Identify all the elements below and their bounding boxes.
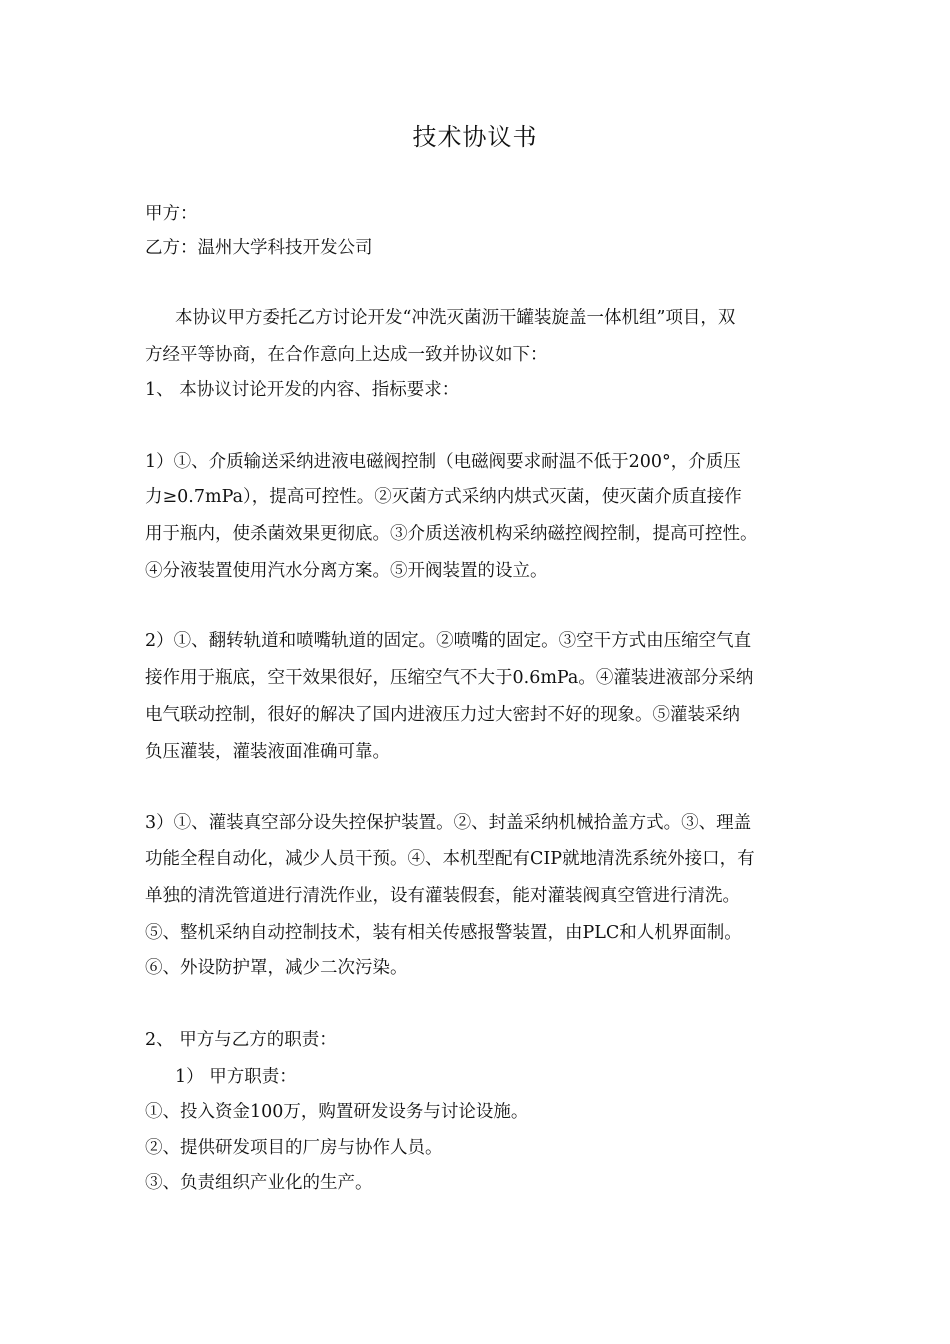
item-1-line: 用于瓶内，使杀菌效果更彻底。③介质送液机构采纳磁控阀控制，提高可控性。 bbox=[145, 524, 758, 544]
party-a-duty-item: ②、提供研发项目的厂房与协作人员。 bbox=[145, 1138, 443, 1158]
item-2-line: 2）①、翻转轨道和喷嘴轨道的固定。②喷嘴的固定。③空干方式由压缩空气直 bbox=[145, 631, 752, 651]
item-1-line: 1）①、介质输送采纳进液电磁阀控制（电磁阀要求耐温不低于200°，介质压 bbox=[145, 452, 741, 472]
section-1-heading: 1、 本协议讨论开发的内容、指标要求： bbox=[145, 380, 460, 400]
party-b-line: 乙方：温州大学科技开发公司 bbox=[145, 238, 373, 258]
item-3-line: ⑤、整机采纳自动控制技术，装有相关传感报警装置，由PLC和人机界面制。 bbox=[145, 923, 742, 943]
party-a-line: 甲方： bbox=[145, 204, 198, 224]
party-a-duty-item: ③、负责组织产业化的生产。 bbox=[145, 1173, 373, 1193]
item-3-line: ⑥、外设防护罩，减少二次污染。 bbox=[145, 958, 408, 978]
party-a-duty-item: ①、投入资金100万，购置研发设务与讨论设施。 bbox=[145, 1102, 529, 1122]
item-2-line: 接作用于瓶底，空干效果很好，压缩空气不大于0.6mPa。④灌装进液部分采纳 bbox=[145, 668, 754, 688]
item-1-line: 力≥0.7mPa），提高可控性。②灭菌方式采纳内烘式灭菌，使灭菌介质直接作 bbox=[145, 487, 742, 507]
party-a-duties-heading: 1） 甲方职责： bbox=[175, 1067, 297, 1087]
item-3-line: 单独的清洗管道进行清洗作业，设有灌装假套，能对灌装阀真空管进行清洗。 bbox=[145, 886, 740, 906]
document-title: 技术协议书 bbox=[412, 123, 538, 151]
item-2-line: 负压灌装，灌装液面准确可靠。 bbox=[145, 742, 390, 762]
item-1-line: ④分液装置使用汽水分离方案。⑤开阀装置的设立。 bbox=[145, 561, 548, 581]
intro-line: 方经平等协商，在合作意向上达成一致并协议如下： bbox=[145, 345, 548, 365]
item-3-line: 3）①、灌装真空部分设失控保护装置。②、封盖采纳机械拾盖方式。③、理盖 bbox=[145, 813, 752, 833]
section-2-heading: 2、 甲方与乙方的职责： bbox=[145, 1030, 337, 1050]
item-3-line: 功能全程自动化，减少人员干预。④、本机型配有CIP就地清洗系统外接口，有 bbox=[145, 849, 755, 869]
intro-line: 本协议甲方委托乙方讨论开发“冲洗灭菌沥干罐装旋盖一体机组”项目，双 bbox=[175, 308, 736, 328]
item-2-line: 电气联动控制，很好的解决了国内进液压力过大密封不好的现象。⑤灌装采纳 bbox=[145, 705, 740, 725]
